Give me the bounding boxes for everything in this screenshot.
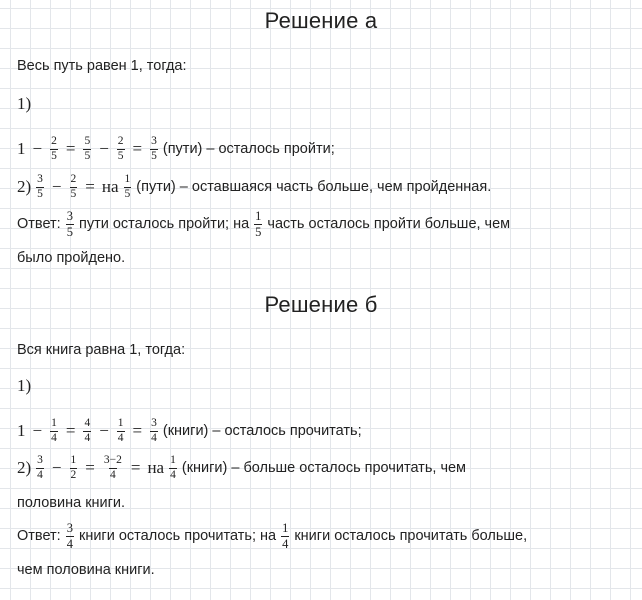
answer-text: часть осталось пройти больше, чем xyxy=(267,216,511,232)
fraction: $\frac{1}{2}$ xyxy=(70,454,77,481)
fraction: $\frac{2}{5}$ xyxy=(51,135,57,162)
equation-a2 xyxy=(17,174,491,200)
fraction: $\frac{2}{5}$ xyxy=(70,173,77,200)
operator: − xyxy=(99,421,109,440)
operator: − xyxy=(51,458,62,477)
fraction: $\frac{3}{4}$ xyxy=(37,454,43,481)
operator: = xyxy=(65,421,76,440)
fraction: $\frac{3}{4}$ xyxy=(151,417,157,444)
word-na: на xyxy=(101,177,119,196)
answer-a-line2: было пройдено. xyxy=(17,250,126,266)
equation-tail: (пути) – оставшаяся часть больше, чем пройденная. xyxy=(136,179,492,195)
fraction: $\frac{2}{5}$ xyxy=(117,135,124,162)
operator: = xyxy=(85,177,95,196)
fraction: $\frac{3}{5}$ xyxy=(37,173,43,200)
operator: = xyxy=(132,139,143,158)
fraction: $\frac{1}{4}$ xyxy=(170,454,176,481)
fraction: $\frac{1}{5}$ xyxy=(124,173,131,200)
answer-a xyxy=(17,210,510,238)
answer-b-line2: чем половина книги. xyxy=(17,562,155,578)
word-na: на xyxy=(147,458,165,477)
equation-tail: (книги) – осталось прочитать; xyxy=(162,423,362,439)
operator: − xyxy=(32,139,43,158)
fraction: $\frac{1}{4}$ xyxy=(51,417,57,444)
answer-text: книги осталось прочитать больше, xyxy=(294,528,528,544)
heading-b: Решение б xyxy=(264,292,378,317)
operator: − xyxy=(99,139,109,158)
fraction: $\frac{3}{5}$ xyxy=(66,209,73,239)
answer-text: пути осталось пройти; на xyxy=(78,216,250,232)
equation-tail: (книги) – больше осталось прочитать, чем xyxy=(181,460,467,476)
answer-label: Ответ: xyxy=(17,528,61,544)
fraction: $\frac{1}{4}$ xyxy=(117,417,124,444)
operator: − xyxy=(32,421,43,440)
operator: − xyxy=(51,177,62,196)
fraction: $\frac{4}{4}$ xyxy=(84,417,91,444)
step1-label-a: 1) xyxy=(17,94,32,113)
intro-a: Весь путь равен 1, тогда: xyxy=(17,58,187,74)
fraction: $\frac{3}{4}$ xyxy=(66,521,73,551)
fraction: $\frac{5}{5}$ xyxy=(84,135,91,162)
equation-a1 xyxy=(17,136,335,162)
operator: = xyxy=(85,458,95,477)
equation-b1 xyxy=(17,418,362,444)
fraction: $\frac{1}{4}$ xyxy=(282,521,289,551)
heading-a: Решение а xyxy=(264,8,378,33)
term: 1 xyxy=(17,139,26,158)
step1-label-b: 1) xyxy=(17,376,32,395)
answer-b xyxy=(17,522,527,550)
answer-text: книги осталось прочитать; на xyxy=(78,528,277,544)
operator: = xyxy=(132,421,143,440)
fraction: $\frac{3}{5}$ xyxy=(151,135,157,162)
answer-label: Ответ: xyxy=(17,216,61,232)
equation-tail: (пути) – осталось пройти; xyxy=(162,141,335,157)
intro-b: Вся книга равна 1, тогда: xyxy=(17,342,186,358)
equation-b2 xyxy=(17,455,466,481)
operator: = xyxy=(65,139,76,158)
operator: = xyxy=(130,458,141,477)
term: 1 xyxy=(17,421,26,440)
fraction: $\frac{1}{5}$ xyxy=(255,209,262,239)
equation-b2-line2: половина книги. xyxy=(17,495,126,511)
step-label: 2) xyxy=(17,177,32,196)
fraction: $\frac{3-2}{4}$ xyxy=(103,454,122,481)
step-label: 2) xyxy=(17,458,32,477)
